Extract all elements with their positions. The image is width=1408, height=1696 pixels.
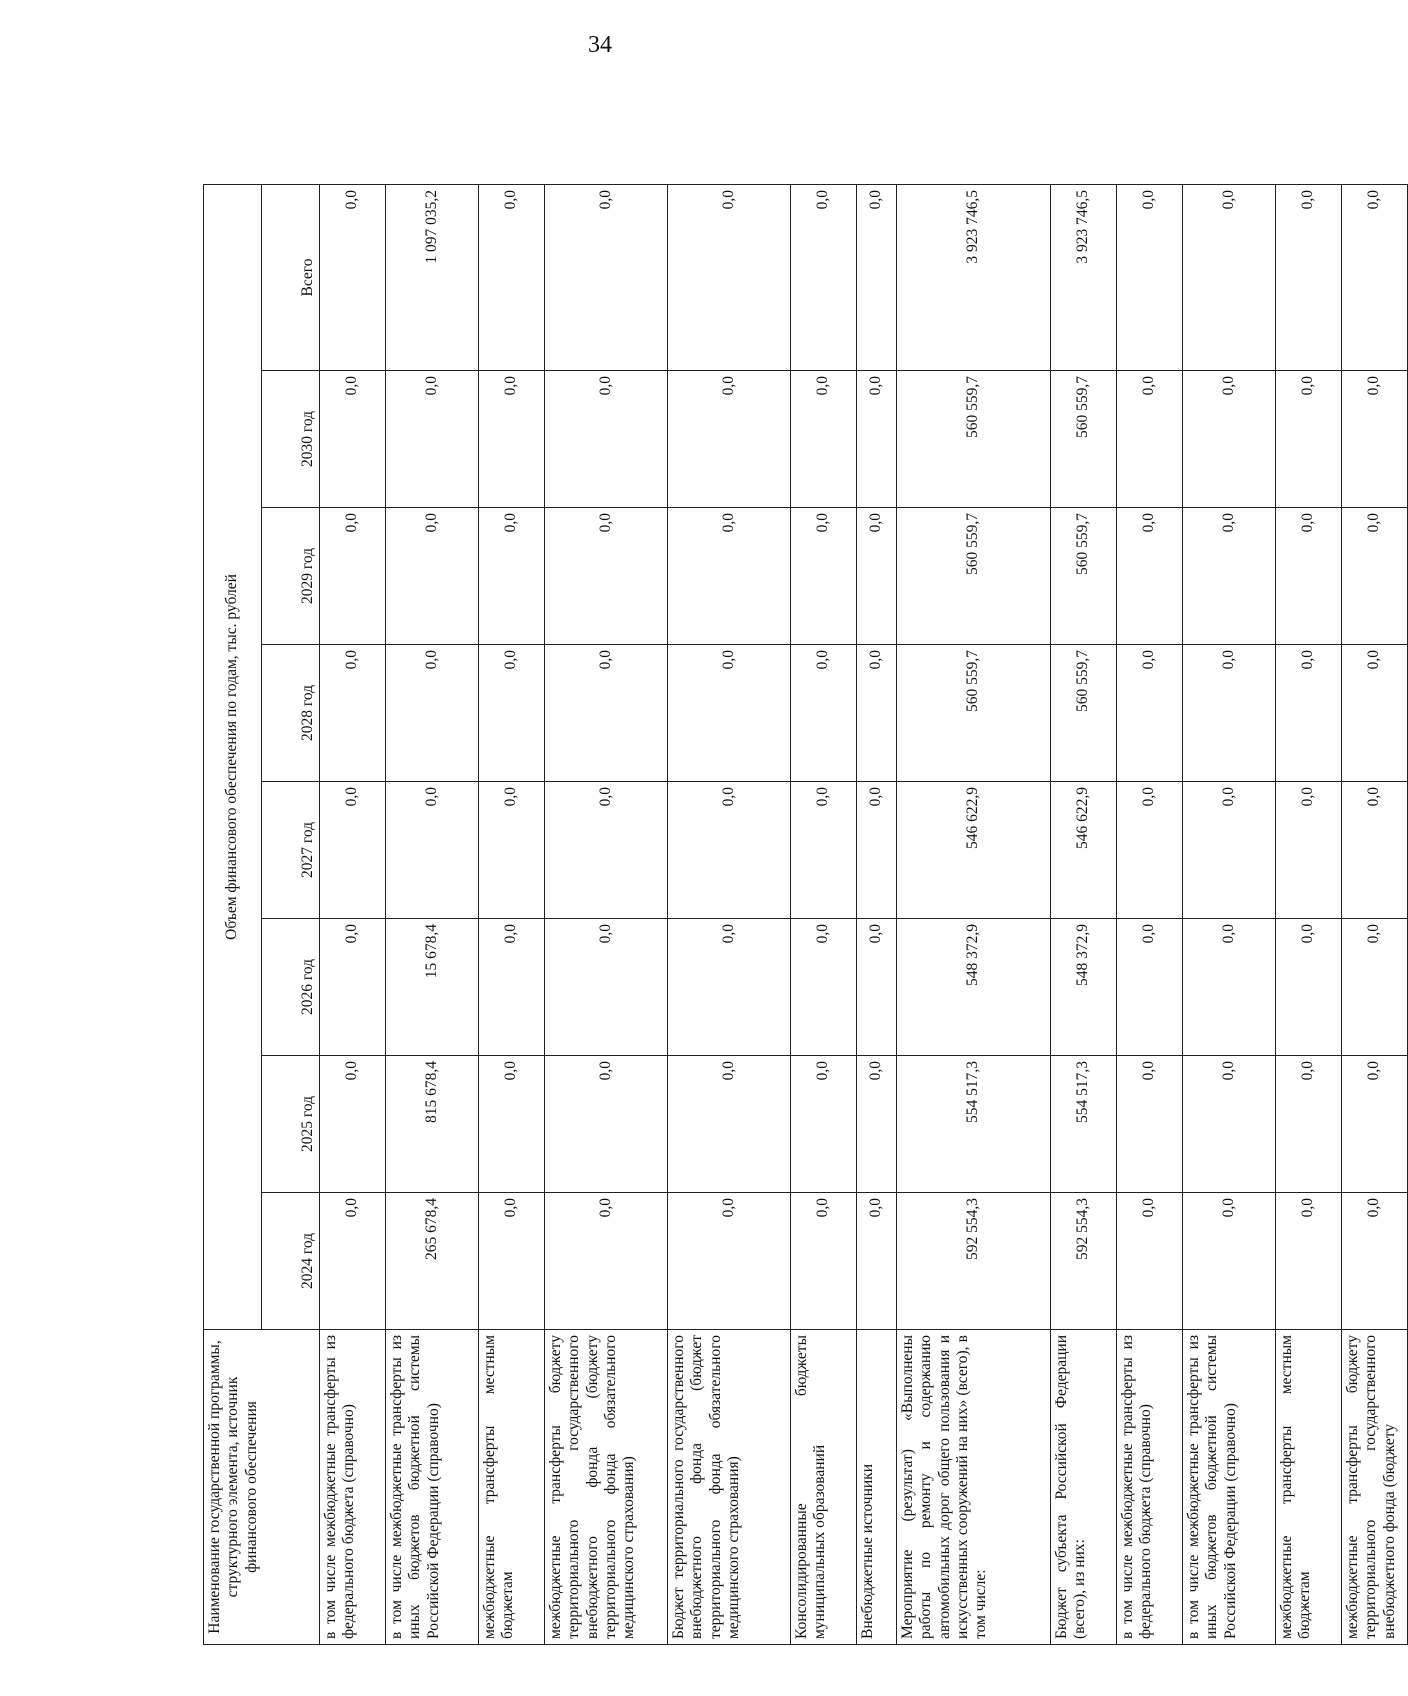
cell-value: 0,0	[479, 508, 545, 645]
cell-value: 560 559,7	[897, 645, 1051, 782]
cell-value: 0,0	[320, 1056, 386, 1193]
cell-value: 0,0	[320, 919, 386, 1056]
cell-total: 0,0	[1183, 185, 1276, 371]
row-label: в том числе межбюджетные трансферты из федерального бюджета (справочно)	[320, 1330, 386, 1645]
cell-total: 0,0	[1276, 185, 1342, 371]
cell-value: 560 559,7	[1051, 371, 1117, 508]
table-row	[897, 185, 1051, 1645]
row-label: Бюджет субъекта Российской Федерации (всего), из них:	[1051, 1330, 1117, 1645]
cell-value: 0,0	[791, 919, 857, 1056]
table-row	[791, 185, 857, 1645]
header-year-2025: 2025 год	[262, 1056, 320, 1193]
row-label: Консолидированные бюджеты муниципальных образований	[791, 1330, 857, 1645]
header-year-2028: 2028 год	[262, 645, 320, 782]
cell-value: 0,0	[1117, 782, 1183, 919]
header-year-2029: 2029 год	[262, 508, 320, 645]
cell-value: 0,0	[1276, 645, 1342, 782]
cell-value: 0,0	[386, 645, 479, 782]
cell-value: 0,0	[1342, 1193, 1408, 1330]
cell-value: 0,0	[1183, 508, 1276, 645]
cell-value: 0,0	[668, 1056, 791, 1193]
row-label: в том числе межбюджетные трансферты из федерального бюджета (справочно)	[1117, 1330, 1183, 1645]
cell-value: 0,0	[1183, 371, 1276, 508]
cell-value: 0,0	[1342, 508, 1408, 645]
cell-value: 0,0	[320, 1193, 386, 1330]
cell-value: 0,0	[1276, 508, 1342, 645]
cell-value: 0,0	[668, 645, 791, 782]
cell-total: 0,0	[1117, 185, 1183, 371]
cell-value: 0,0	[545, 508, 668, 645]
cell-value: 0,0	[1183, 645, 1276, 782]
cell-value: 0,0	[1117, 1193, 1183, 1330]
cell-value: 546 622,9	[1051, 782, 1117, 919]
table-row	[857, 185, 897, 1645]
cell-value: 0,0	[791, 1056, 857, 1193]
cell-total: 0,0	[668, 185, 791, 371]
cell-value: 0,0	[668, 508, 791, 645]
cell-value: 0,0	[479, 645, 545, 782]
cell-value: 0,0	[1276, 1193, 1342, 1330]
cell-value: 0,0	[1276, 1056, 1342, 1193]
cell-value: 0,0	[479, 371, 545, 508]
cell-value: 0,0	[386, 508, 479, 645]
table-row	[1342, 185, 1408, 1645]
cell-value: 0,0	[668, 371, 791, 508]
financing-table	[203, 184, 1408, 1645]
cell-value: 0,0	[545, 1193, 668, 1330]
header-total: Всего	[262, 185, 320, 371]
row-label: межбюджетные трансферты бюджету территориального государственного внебюджетного фонда (бюджету	[1342, 1330, 1408, 1645]
cell-value: 0,0	[1342, 782, 1408, 919]
cell-value: 0,0	[1183, 919, 1276, 1056]
cell-value: 0,0	[545, 645, 668, 782]
cell-value: 0,0	[545, 782, 668, 919]
table-row	[320, 185, 386, 1645]
header-row-1	[204, 185, 262, 1645]
cell-value: 560 559,7	[1051, 508, 1117, 645]
table-row	[1117, 185, 1183, 1645]
cell-value: 0,0	[1183, 1056, 1276, 1193]
cell-value: 592 554,3	[897, 1193, 1051, 1330]
row-label: межбюджетные трансферты местным бюджетам	[1276, 1330, 1342, 1645]
cell-value: 0,0	[668, 782, 791, 919]
cell-value: 554 517,3	[1051, 1056, 1117, 1193]
table-row	[1051, 185, 1117, 1645]
cell-value: 0,0	[1342, 645, 1408, 782]
rotated-table-container	[203, 185, 1398, 1645]
table-row	[1276, 185, 1342, 1645]
cell-value: 560 559,7	[897, 508, 1051, 645]
table-row	[386, 185, 479, 1645]
cell-value: 0,0	[791, 508, 857, 645]
cell-value: 0,0	[1342, 919, 1408, 1056]
table-row	[479, 185, 545, 1645]
cell-value: 0,0	[857, 782, 897, 919]
table-row	[1183, 185, 1276, 1645]
cell-value: 0,0	[857, 645, 897, 782]
cell-value: 0,0	[386, 371, 479, 508]
cell-value: 560 559,7	[897, 371, 1051, 508]
cell-value: 592 554,3	[1051, 1193, 1117, 1330]
row-label: Мероприятие (результат) «Выполнены работы по ремонту и содержанию автомобильных дорог общего пользования и искусственных сооружений на них» (всего), в том числе:	[897, 1330, 1051, 1645]
cell-value: 0,0	[1117, 1056, 1183, 1193]
cell-value: 0,0	[1342, 371, 1408, 508]
cell-value: 0,0	[1276, 919, 1342, 1056]
cell-value: 265 678,4	[386, 1193, 479, 1330]
cell-total: 0,0	[545, 185, 668, 371]
cell-total: 1 097 035,2	[386, 185, 479, 371]
cell-value: 0,0	[545, 371, 668, 508]
cell-value: 0,0	[1117, 645, 1183, 782]
header-financing-volume: Объем финансового обеспечения по годам, тыс. рублей	[204, 185, 262, 1330]
cell-total: 0,0	[479, 185, 545, 371]
cell-value: 0,0	[1117, 371, 1183, 508]
cell-value: 560 559,7	[1051, 645, 1117, 782]
cell-total: 0,0	[1342, 185, 1408, 371]
row-label: Бюджет территориального государственного внебюджетного фонда (бюджет территориального фонда обязательного медицинского страхования)	[668, 1330, 791, 1645]
cell-value: 0,0	[857, 508, 897, 645]
cell-value: 815 678,4	[386, 1056, 479, 1193]
cell-value: 0,0	[857, 919, 897, 1056]
cell-value: 0,0	[791, 1193, 857, 1330]
cell-value: 0,0	[479, 1056, 545, 1193]
cell-total: 3 923 746,5	[897, 185, 1051, 371]
row-label: в том числе межбюджетные трансферты из иных бюджетов бюджетной системы Российской Федерации (справочно)	[386, 1330, 479, 1645]
cell-value: 0,0	[857, 371, 897, 508]
cell-value: 0,0	[668, 919, 791, 1056]
cell-total: 3 923 746,5	[1051, 185, 1117, 371]
table-body	[320, 185, 1408, 1645]
cell-value: 0,0	[668, 1193, 791, 1330]
cell-value: 0,0	[545, 1056, 668, 1193]
row-label: Внебюджетные источники	[857, 1330, 897, 1645]
cell-value: 0,0	[320, 645, 386, 782]
cell-total: 0,0	[791, 185, 857, 371]
header-year-2030: 2030 год	[262, 371, 320, 508]
cell-value: 15 678,4	[386, 919, 479, 1056]
cell-total: 0,0	[857, 185, 897, 371]
cell-value: 548 372,9	[897, 919, 1051, 1056]
cell-value: 0,0	[545, 919, 668, 1056]
row-label: межбюджетные трансферты бюджету территориального государственного внебюджетного фонда (бюджету территориального фонда обязательного медицинского страхования)	[545, 1330, 668, 1645]
cell-value: 0,0	[320, 508, 386, 645]
table-row	[668, 185, 791, 1645]
header-name-column: Наименование государственной программы, структурного элемента, источник финансового обеспечения	[204, 1330, 320, 1645]
cell-value: 0,0	[479, 1193, 545, 1330]
cell-value: 0,0	[857, 1056, 897, 1193]
cell-value: 0,0	[320, 371, 386, 508]
cell-value: 0,0	[320, 782, 386, 919]
header-year-2024: 2024 год	[262, 1193, 320, 1330]
cell-value: 0,0	[386, 782, 479, 919]
cell-value: 0,0	[791, 371, 857, 508]
cell-value: 0,0	[1183, 782, 1276, 919]
row-label: межбюджетные трансферты местным бюджетам	[479, 1330, 545, 1645]
table-row	[545, 185, 668, 1645]
cell-value: 0,0	[1276, 371, 1342, 508]
cell-value: 0,0	[479, 919, 545, 1056]
cell-value: 0,0	[1342, 1056, 1408, 1193]
cell-value: 0,0	[1117, 508, 1183, 645]
cell-total: 0,0	[320, 185, 386, 371]
cell-value: 0,0	[1183, 1193, 1276, 1330]
cell-value: 554 517,3	[897, 1056, 1051, 1193]
cell-value: 548 372,9	[1051, 919, 1117, 1056]
row-label: в том числе межбюджетные трансферты из иных бюджетов бюджетной системы Российской Федерации (справочно)	[1183, 1330, 1276, 1645]
cell-value: 0,0	[1117, 919, 1183, 1056]
cell-value: 0,0	[1276, 782, 1342, 919]
cell-value: 0,0	[791, 782, 857, 919]
cell-value: 0,0	[479, 782, 545, 919]
header-year-2026: 2026 год	[262, 919, 320, 1056]
cell-value: 546 622,9	[897, 782, 1051, 919]
page-number: 34	[588, 32, 612, 58]
cell-value: 0,0	[857, 1193, 897, 1330]
header-year-2027: 2027 год	[262, 782, 320, 919]
cell-value: 0,0	[791, 645, 857, 782]
